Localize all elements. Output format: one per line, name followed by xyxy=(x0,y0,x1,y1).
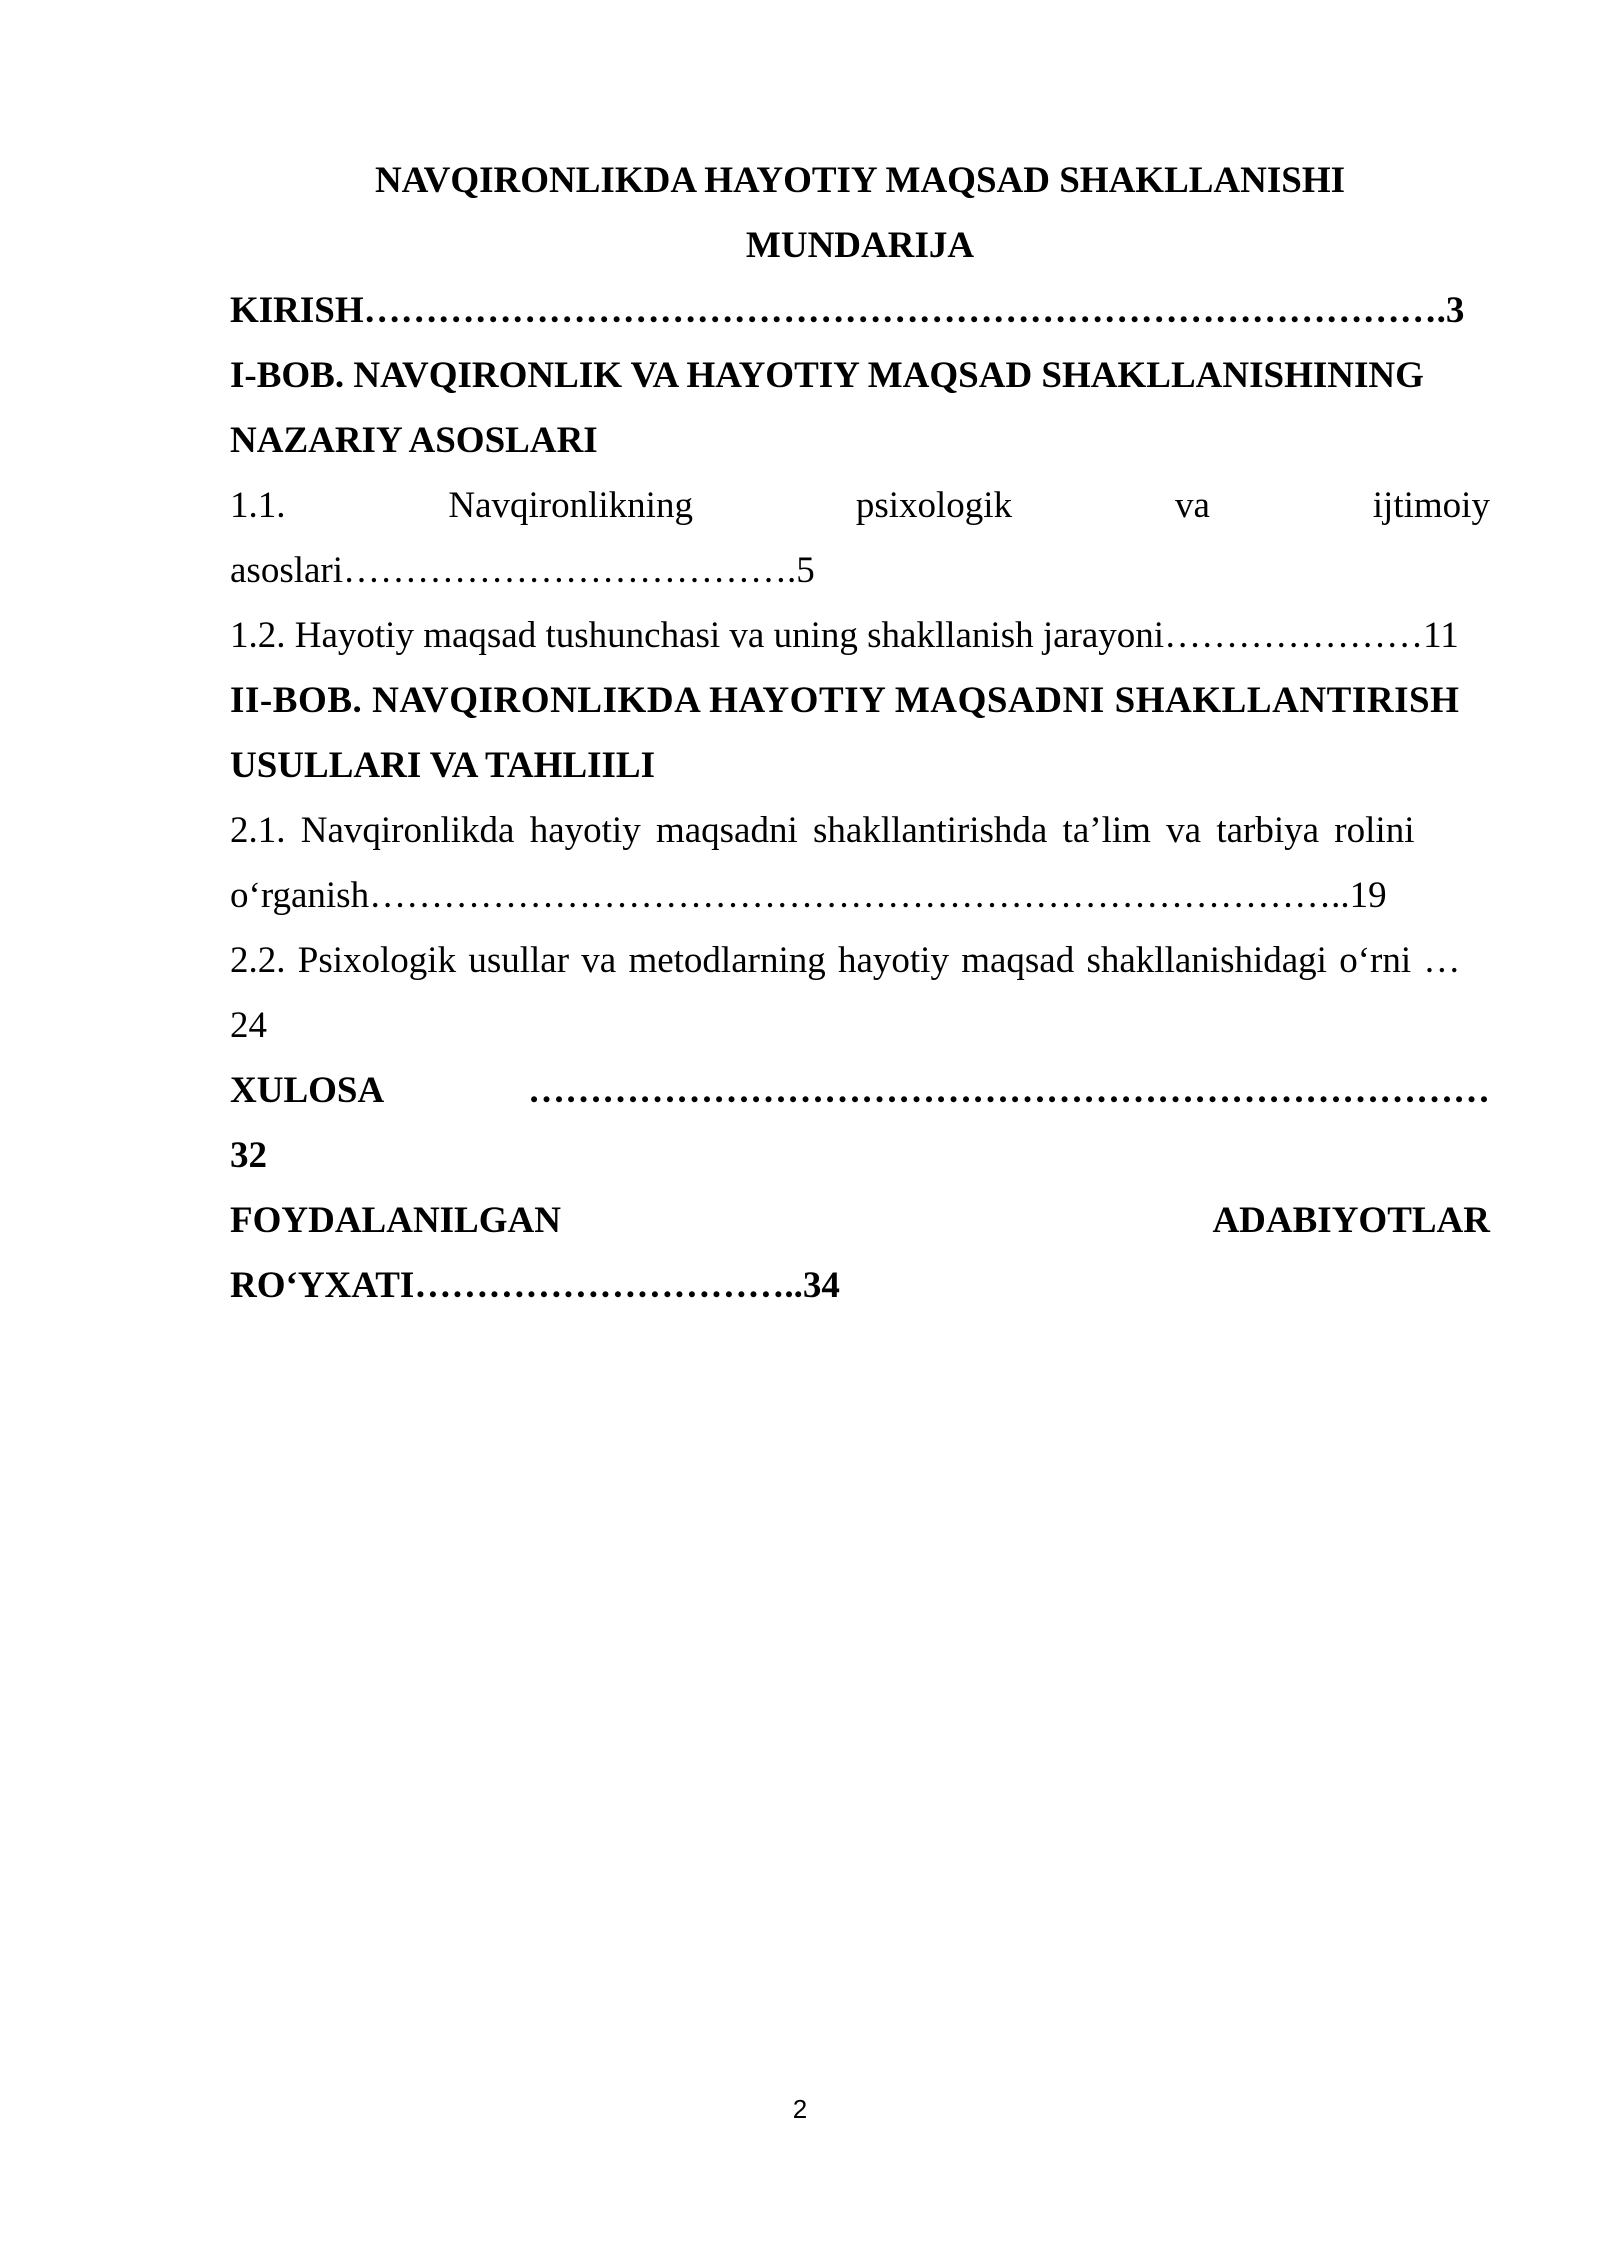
toc-entry-bob2-line2: USULLARI VA TAHLIILI xyxy=(230,745,655,786)
toc-word: Navqironlikning xyxy=(448,485,693,526)
toc-heading: MUNDARIJA xyxy=(745,225,975,266)
toc-entry-2-1-line1: 2.1. Navqironlikda hayotiy maqsadni shakllantirishda ta’lim va tarbiya rolini xyxy=(230,810,1415,851)
toc-entry-2-2-line1: 2.2. Psixologik usullar va metodlarning hayotiy maqsad shakllanishidagi o‘rni … xyxy=(230,940,1461,981)
toc-entry-2-2-line2: 24 xyxy=(230,1005,267,1046)
page-number: 2 xyxy=(792,2094,808,2124)
toc-entry-1-2: 1.2. Hayotiy maqsad tushunchasi va uning shakllanish jarayoni…………………11 xyxy=(230,615,1459,656)
toc-word: XULOSA xyxy=(230,1070,385,1111)
toc-entry-kirish: KIRISH…………………………………………………………………………….3 xyxy=(230,290,1465,331)
toc-entry-bob1-line2: NAZARIY ASOSLARI xyxy=(230,420,598,461)
toc-entry-bob1-line1 xyxy=(230,343,1490,408)
toc-entry-2-1-line2: o‘rganish……………………………………………………………………..19 xyxy=(230,875,1387,916)
toc-content xyxy=(230,148,1490,1318)
toc-word: 1.1. xyxy=(230,485,286,526)
toc-entry-adabiyotlar-line1 xyxy=(230,1188,1490,1253)
toc-word: ADABIYOTLAR xyxy=(1212,1200,1490,1241)
document-title: NAVQIRONLIKDA HAYOTIY MAQSAD SHAKLLANISHI xyxy=(374,160,1346,201)
toc-leader: …………………………………………………………………… xyxy=(528,1070,1490,1111)
toc-entry-1-1-line2: asoslari……………………………….5 xyxy=(230,550,815,591)
toc-word: psixologik xyxy=(855,485,1013,526)
toc-word: ijtimoiy xyxy=(1372,485,1490,526)
toc-entry-xulosa-line1 xyxy=(230,1058,1490,1123)
toc-word: FOYDALANILGAN xyxy=(230,1200,561,1241)
toc-entry-adabiyotlar-line2: RO‘YXATI…………………………..34 xyxy=(230,1265,840,1306)
toc-text: I-BOB. NAVQIRONLIK VA HAYOTIY MAQSAD SHAKLLANISHINING xyxy=(230,355,1424,396)
toc-entry-1-1-line1 xyxy=(230,473,1490,538)
toc-entry-xulosa-line2: 32 xyxy=(230,1135,267,1176)
toc-word: va xyxy=(1174,485,1210,526)
toc-entry-bob2-line1: II-BOB. NAVQIRONLIKDA HAYOTIY MAQSADNI SHAKLLANTIRISH xyxy=(230,680,1460,721)
